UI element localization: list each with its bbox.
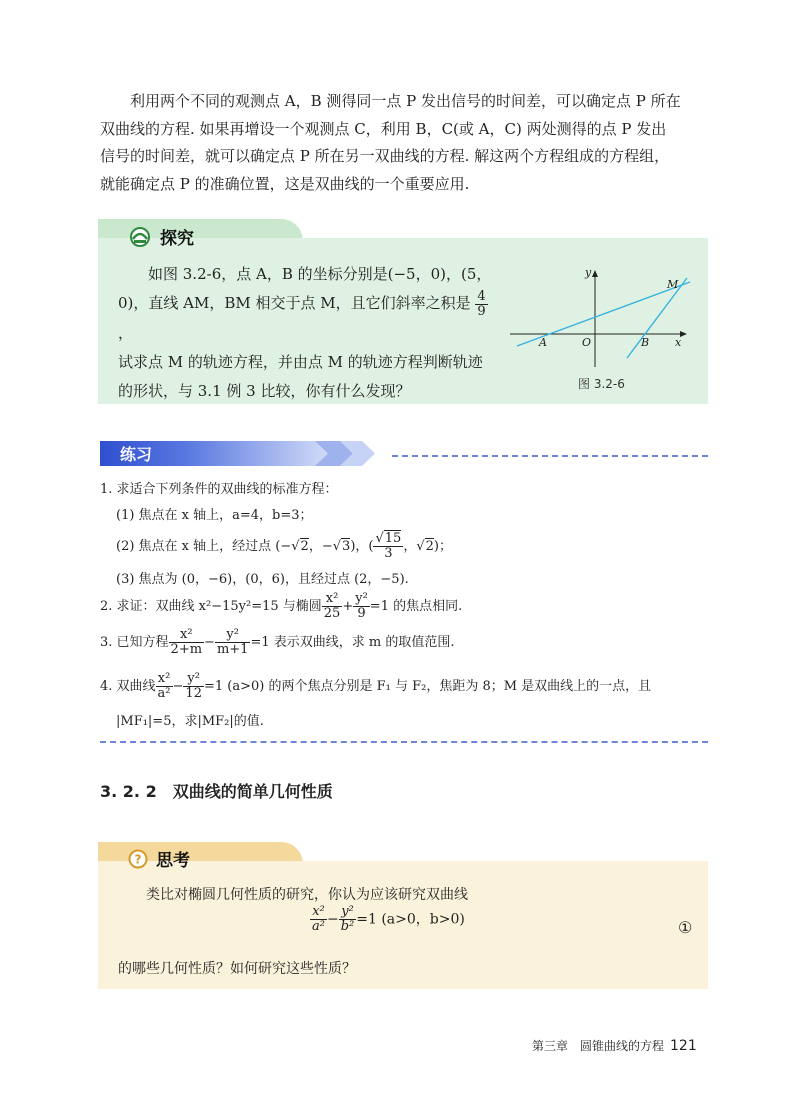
q3-den1: 2+m — [170, 642, 203, 657]
label-a: A — [539, 336, 547, 349]
exercise-q1-3: (3) 焦点为 (0，−6)，(0，6)，且经过点 (2，−5). — [116, 572, 409, 587]
explore-header — [128, 224, 194, 249]
q3-text-a: 3. 已知方程 — [100, 635, 169, 650]
footer-chapter: 第三章 圆锥曲线的方程 — [532, 1039, 665, 1053]
exercise-q1: 1. 求适合下列条件的双曲线的标准方程： — [100, 482, 338, 497]
formula-den1: a² — [312, 919, 325, 934]
think-line-2: 的哪些几何性质？如何研究这些性质？ — [118, 961, 356, 977]
formula-rest: =1 (a>0，b>0) — [356, 911, 465, 928]
intro-line-1: 利用两个不同的观测点 A，B 测得同一点 P 发出信号的时间差，可以确定点 P 所在 — [130, 92, 681, 110]
q3-num1: x² — [169, 628, 205, 643]
formula-minus: − — [326, 911, 339, 928]
explore-line-2a: 0)，直线 AM，BM 相交于点 M，且它们斜率之积是 — [118, 294, 471, 312]
q3-num2: y² — [215, 628, 251, 643]
q3-den2: m+1 — [216, 642, 249, 657]
exercise-top-divider — [392, 455, 708, 457]
exercise-q1-2: (2) 焦点在 x 轴上，经过点 (−√2，−√3)，( $\frac{√15}{3}$ ，√2)； — [116, 531, 452, 561]
exercise-q4 — [100, 672, 651, 701]
explore-line-2b: ， — [118, 323, 134, 342]
hyperbola-formula — [310, 905, 465, 934]
intro-line-3: 信号的时间差，就可以确定点 P 所在另一双曲线的方程. 解这两个方程组成的方程组， — [100, 147, 670, 165]
q2-num2: y² — [355, 591, 368, 606]
exercise-bottom-divider — [100, 741, 708, 743]
q1-2-text-e: )； — [433, 539, 452, 554]
q1-2-fraction: $\frac{√15}{3}$ — [375, 531, 402, 561]
think-header — [128, 846, 190, 871]
question-icon — [128, 849, 148, 869]
q1-2-text-b: ，− — [308, 539, 333, 554]
equation-marker: ① — [678, 918, 693, 937]
exercise-q1-1: (1) 焦点在 x 轴上，a=4，b=3； — [116, 508, 313, 523]
slope-product-fraction — [475, 290, 487, 319]
think-line-1 — [118, 884, 688, 906]
explore-line-2 — [118, 289, 498, 348]
q2-den2: 9 — [357, 606, 366, 621]
explore-line-4: 的形状，与 3.1 例 3 比较，你有什么发现？ — [118, 381, 411, 400]
explore-text — [118, 260, 498, 406]
q2-num1: x² — [322, 592, 343, 607]
q2-plus: + — [342, 599, 354, 614]
exercise-q4-cont: |MF₁|=5，求|MF₂|的值. — [116, 714, 264, 729]
fraction-denominator: 9 — [477, 303, 486, 319]
q2-den1: 25 — [323, 606, 341, 621]
label-y: y — [585, 266, 592, 279]
q1-2-text-d: ， — [403, 539, 417, 554]
q4-minus: − — [172, 679, 184, 694]
think-line-1-text: 类比对椭圆几何性质的研究，你认为应该研究双曲线 — [146, 887, 468, 903]
q1-2-sqrt2: 2 — [300, 539, 309, 554]
q1-2-sqrt2b: 2 — [425, 539, 434, 554]
q4-num2: y² — [183, 672, 204, 687]
label-b: B — [641, 336, 650, 349]
q1-2-text-c: )，( — [350, 539, 374, 554]
y-axis-arrow — [592, 270, 598, 277]
q1-2-text-a: (2) 焦点在 x 轴上，经过点 (− — [116, 539, 292, 554]
explore-line-1: 如图 3.2-6，点 A，B 的坐标分别是(−5，0)，(5， — [148, 265, 492, 283]
q1-2-denominator: 3 — [384, 546, 393, 561]
exercise-q2 — [100, 592, 462, 621]
figure-3-2-6 — [505, 262, 695, 372]
q1-2-sqrt15: 15 — [384, 531, 402, 546]
q4-text-a: 4. 双曲线 — [100, 679, 156, 694]
think-title: 思考 — [156, 851, 190, 871]
q3-minus: − — [204, 635, 215, 650]
explore-icon — [128, 227, 152, 247]
label-m: M — [667, 278, 679, 291]
exercise-title: 练习 — [120, 445, 153, 464]
label-o: O — [582, 336, 592, 349]
page-number: 121 — [670, 1038, 697, 1054]
q1-2-sqrt3: 3 — [342, 539, 351, 554]
intro-line-4: 就能确定点 P 的准确位置，这是双曲线的一个重要应用. — [100, 174, 470, 193]
explore-line-3: 试求点 M 的轨迹方程，并由点 M 的轨迹方程判断轨迹 — [118, 352, 483, 371]
label-x: x — [675, 336, 682, 349]
formula-num1: x² — [310, 905, 327, 920]
exercise-q3 — [100, 628, 454, 657]
intro-paragraph — [100, 88, 710, 198]
q2-text-b: =1 的焦点相同. — [369, 599, 463, 614]
intro-line-2: 双曲线的方程. 如果再增设一个观测点 C，利用 B，C(或 A，C) 两处测得的点 P 发出 — [100, 119, 667, 138]
fraction-numerator: 4 — [477, 288, 486, 304]
explore-title: 探究 — [160, 229, 194, 249]
q4-num1: x² — [156, 672, 173, 687]
q4-den1: a² — [157, 686, 171, 701]
q2-text-a: 2. 求证：双曲线 x²−15y²=15 与椭圆 — [100, 599, 322, 614]
svg-text:?: ? — [134, 852, 142, 866]
q4-den2: 12 — [185, 686, 202, 701]
q3-text-b: =1 表示双曲线，求 m 的取值范围. — [250, 635, 455, 650]
page-footer — [532, 1037, 697, 1054]
formula-num2: y² — [339, 905, 357, 920]
figure-caption: 图 3.2-6 — [578, 377, 625, 391]
q4-text-b: =1 (a>0) 的两个焦点分别是 F₁ 与 F₂，焦距为 8；M 是双曲线上的一点，且 — [203, 679, 652, 694]
section-title: 3. 2. 2 双曲线的简单几何性质 — [100, 782, 333, 801]
formula-den2: b² — [340, 919, 355, 934]
